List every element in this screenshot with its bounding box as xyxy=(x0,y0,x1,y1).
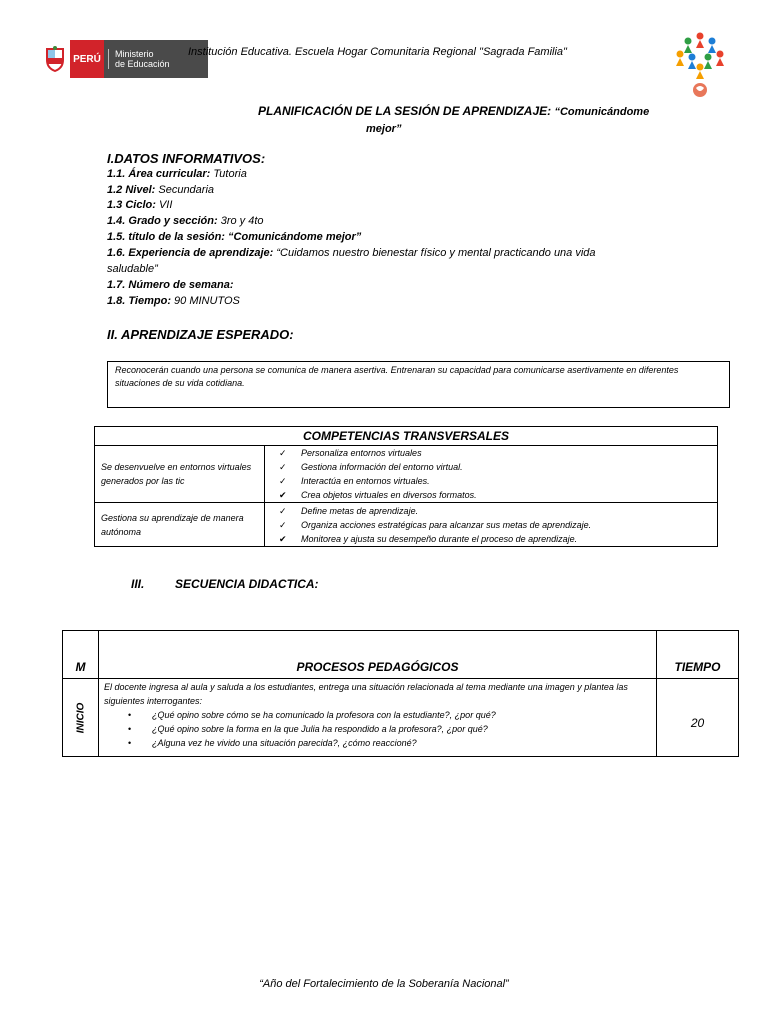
table-row xyxy=(63,679,739,757)
secuencia-heading xyxy=(131,577,319,591)
competencias-table xyxy=(94,426,718,547)
secuencia-number: III. xyxy=(131,577,145,591)
list-item xyxy=(279,488,717,502)
checkmark-icon: ✓ xyxy=(279,462,287,472)
info-item-tiempo xyxy=(107,294,240,308)
list-item xyxy=(279,474,717,488)
list-item-text: ¿Qué opino sobre la forma en la que Julia ha respondido a la profesora?, ¿por qué? xyxy=(152,724,488,734)
datos-heading: I.DATOS INFORMATIVOS: xyxy=(107,151,266,166)
info-item-experiencia xyxy=(107,246,596,260)
secuencia-table xyxy=(62,630,739,757)
info-item-experiencia-cont xyxy=(107,262,158,276)
checkmark-icon: ✔ xyxy=(279,490,287,500)
list-item-text: Define metas de aprendizaje. xyxy=(301,505,419,516)
bullet-icon: • xyxy=(128,710,132,720)
list-item-text: Interactúa en entornos virtuales. xyxy=(301,476,430,486)
footer-motto: “Año del Fortalecimiento de la Soberanía Nacional” xyxy=(259,978,509,990)
list-item xyxy=(104,736,651,750)
list-item-text: ¿Qué opino sobre cómo se ha comunicado la profesora con la estudiante?, ¿por qué? xyxy=(152,710,496,720)
info-label: 1.4. Grado y sección: xyxy=(107,215,221,227)
info-value: 3ro y 4to xyxy=(220,215,264,227)
title-main: PLANIFICACIÓN DE LA SESIÓN DE APRENDIZAJE: xyxy=(258,104,555,118)
school-logo-icon xyxy=(672,30,728,98)
competencia-label: Se desenvuelve en entornos virtuales generados por las tic xyxy=(95,446,265,503)
procesos-intro: El docente ingresa al aula y saluda a los estudiantes, entrega una situación relacionada al tema mediante una imagen y plantea las siguientes interrogantes: xyxy=(104,682,628,706)
info-label: 1.6. Experiencia de aprendizaje: xyxy=(107,247,277,259)
logo-ministry-line1: Ministerio xyxy=(115,49,154,59)
info-item-area xyxy=(107,167,247,181)
bullet-icon: • xyxy=(128,738,132,748)
logo-ministry-line2: de Educación xyxy=(115,59,170,69)
info-item-ciclo xyxy=(107,198,172,212)
column-header-procesos: PROCESOS PEDAGÓGICOS xyxy=(99,631,657,679)
competencia-items xyxy=(265,446,718,503)
checkmark-icon: ✔ xyxy=(279,533,287,544)
logo-country-text: PERÚ xyxy=(70,40,104,78)
list-item-text: Gestiona información del entorno virtual. xyxy=(301,462,463,472)
secuencia-heading-text: SECUENCIA DIDACTICA: xyxy=(175,577,319,591)
info-value: VII xyxy=(155,199,173,211)
coat-of-arms-icon xyxy=(40,40,70,78)
list-item xyxy=(279,532,717,546)
column-header-m: M xyxy=(63,631,99,679)
checkmark-icon: ✓ xyxy=(279,476,287,486)
list-item xyxy=(104,708,651,722)
list-item xyxy=(279,446,717,460)
ministry-logo xyxy=(40,40,208,78)
list-item xyxy=(279,460,717,474)
info-label: 1.5. título de la sesión: “Comunicándome mejor” xyxy=(107,231,362,243)
list-item-text: ¿Alguna vez he vivido una situación parecida?, ¿cómo reaccioné? xyxy=(152,738,417,748)
competencia-items xyxy=(265,503,718,547)
logo-ministry-text xyxy=(108,49,170,69)
table-row xyxy=(95,446,718,503)
info-label: 1.7. Número de semana: xyxy=(107,279,234,291)
info-label: 1.3 Ciclo: xyxy=(107,199,156,211)
institution-name: Institución Educativa. Escuela Hogar Comunitaria Regional "Sagrada Familia" xyxy=(188,46,567,58)
info-label: 1.2 Nivel: xyxy=(107,184,156,196)
info-item-nivel xyxy=(107,183,214,197)
info-item-grado xyxy=(107,214,264,228)
list-item-text: Organiza acciones estratégicas para alcanzar sus metas de aprendizaje. xyxy=(301,519,592,530)
list-item xyxy=(279,504,717,518)
list-item-text: Monitorea y ajusta su desempeño durante el proceso de aprendizaje. xyxy=(301,533,578,544)
checkmark-icon: ✓ xyxy=(279,448,287,458)
info-value: saludable” xyxy=(107,263,158,275)
moment-cell xyxy=(63,679,99,757)
bullet-icon: • xyxy=(128,724,132,734)
moment-label: INICIO xyxy=(75,702,86,733)
info-value: Secundaria xyxy=(155,184,215,196)
checkmark-icon: ✓ xyxy=(279,505,287,516)
info-item-titulo xyxy=(107,230,361,244)
info-value: “Cuidamos nuestro bienestar físico y mental practicando una vida xyxy=(276,247,596,259)
aprendizaje-text-box: Reconocerán cuando una persona se comunica de manera asertiva. Entrenaran su capacidad para comunicarse asertivamente en diferentes situaciones de su vida cotidiana. xyxy=(107,361,730,408)
procesos-cell xyxy=(99,679,657,757)
title-session-continued: mejor” xyxy=(366,123,402,135)
page-title xyxy=(258,104,649,118)
list-item-text: Personaliza entornos virtuales xyxy=(301,448,422,458)
aprendizaje-heading: II. APRENDIZAJE ESPERADO: xyxy=(107,327,294,342)
info-item-semana xyxy=(107,278,234,292)
checkmark-icon: ✓ xyxy=(279,519,287,530)
competencias-heading: COMPETENCIAS TRANSVERSALES xyxy=(95,427,718,446)
column-header-tiempo: TIEMPO xyxy=(657,631,739,679)
list-item xyxy=(279,518,717,532)
info-value: 90 MINUTOS xyxy=(170,295,240,307)
table-row xyxy=(95,503,718,547)
list-item-text: Crea objetos virtuales en diversos formatos. xyxy=(301,490,477,500)
info-label: 1.8. Tiempo: xyxy=(107,295,171,307)
competencia-label: Gestiona su aprendizaje de manera autónoma xyxy=(95,503,265,547)
list-item xyxy=(104,722,651,736)
title-session: “Comunicándome xyxy=(554,106,650,118)
info-value: Tutoria xyxy=(210,168,247,180)
info-label: 1.1. Área curricular: xyxy=(107,168,211,180)
time-cell: 20 xyxy=(657,679,739,757)
